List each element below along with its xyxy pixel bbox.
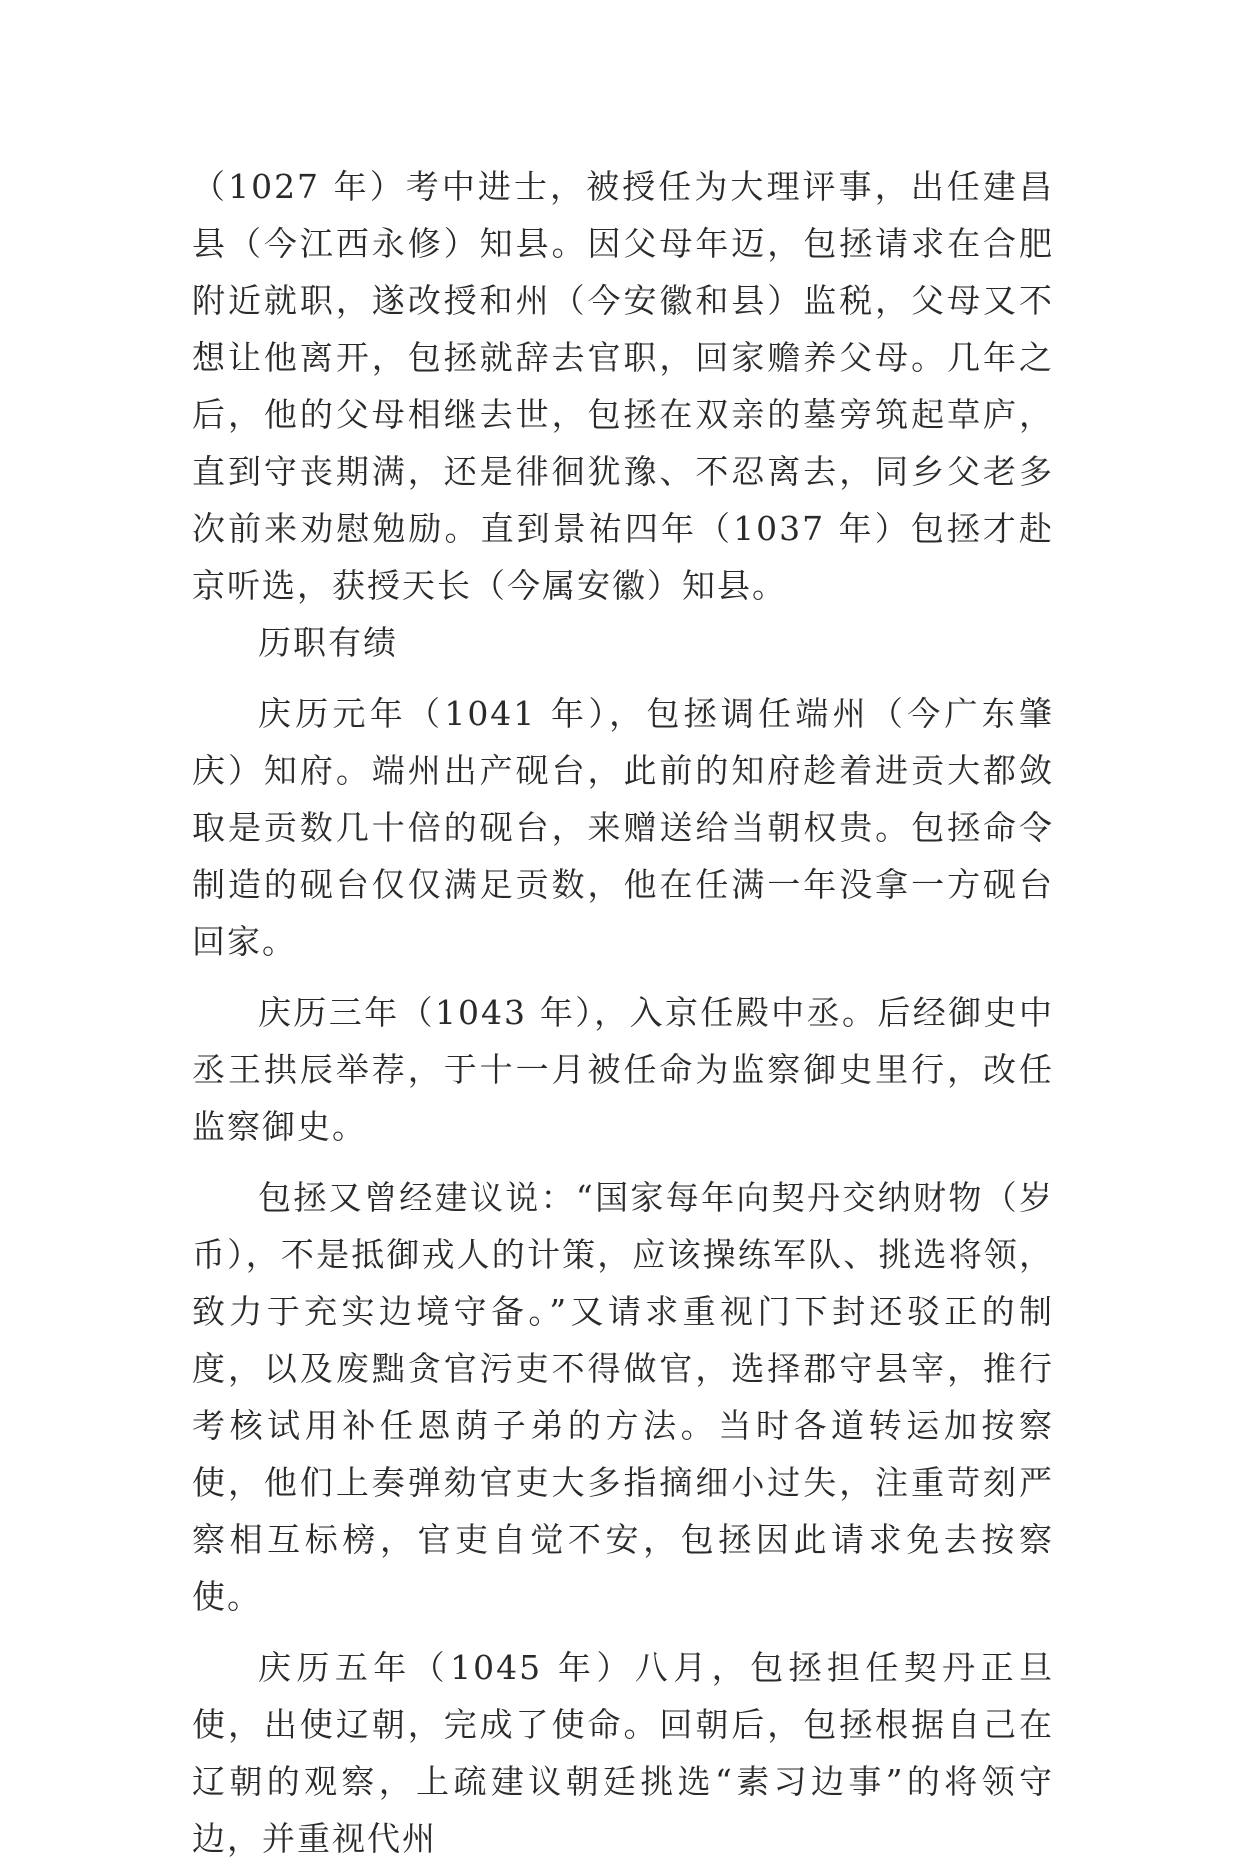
paragraph-liao-envoy: 庆历五年（1045 年）八月，包拯担任契丹正旦使，出使辽朝，完成了使命。回朝后，包拯根据自己在辽朝的观察，上疏建议朝廷挑选“素习边事”的将领守边，并重视代州 bbox=[192, 1648, 1054, 1858]
document-body bbox=[192, 158, 1054, 1867]
paragraph-censor: 庆历三年（1043 年），入京任殿中丞。后经御史中丞王拱辰举荐，于十一月被任命为监察御史里行，改任监察御史。 bbox=[192, 993, 1054, 1146]
paragraph-duanzhou: 庆历元年（1041 年），包拯调任端州（今广东肇庆）知府。端州出产砚台，此前的知府趁着进贡大都敛取是贡数几十倍的砚台，来赠送给当朝权贵。包拯命令制造的砚台仅仅满足贡数，他在任满一年没拿一方砚台回家。 bbox=[192, 694, 1054, 961]
paragraph-proposals: 包拯又曾经建议说：“国家每年向契丹交纳财物（岁币），不是抵御戎人的计策，应该操练军队、挑选将领，致力于充实边境守备。”又请求重视门下封还驳正的制度，以及废黜贪官污吏不得做官，选择郡守县宰，推行考核试用补任恩荫子弟的方法。当时各道转运加按察使，他们上奏弹劾官吏大多指摘细小过失，注重苛刻严察相互标榜，官吏自觉不安，包拯因此请求免去按察使。 bbox=[192, 1178, 1054, 1616]
paragraph-early-career: （1027 年）考中进士，被授任为大理评事，出任建昌县（今江西永修）知县。因父母年迈，包拯请求在合肥附近就职，遂改授和州（今安徽和县）监税，父母又不想让他离开，包拯就辞去官职，回家赡养父母。几年之后，他的父母相继去世，包拯在双亲的墓旁筑起草庐，直到守丧期满，还是徘徊犹豫、不忍离去，同乡父老多次前来劝慰勉励。直到景祐四年（1037 年）包拯才赴京听选，获授天长（今属安徽）知县。 bbox=[192, 167, 1054, 605]
section-heading: 历职有绩 bbox=[258, 623, 398, 662]
